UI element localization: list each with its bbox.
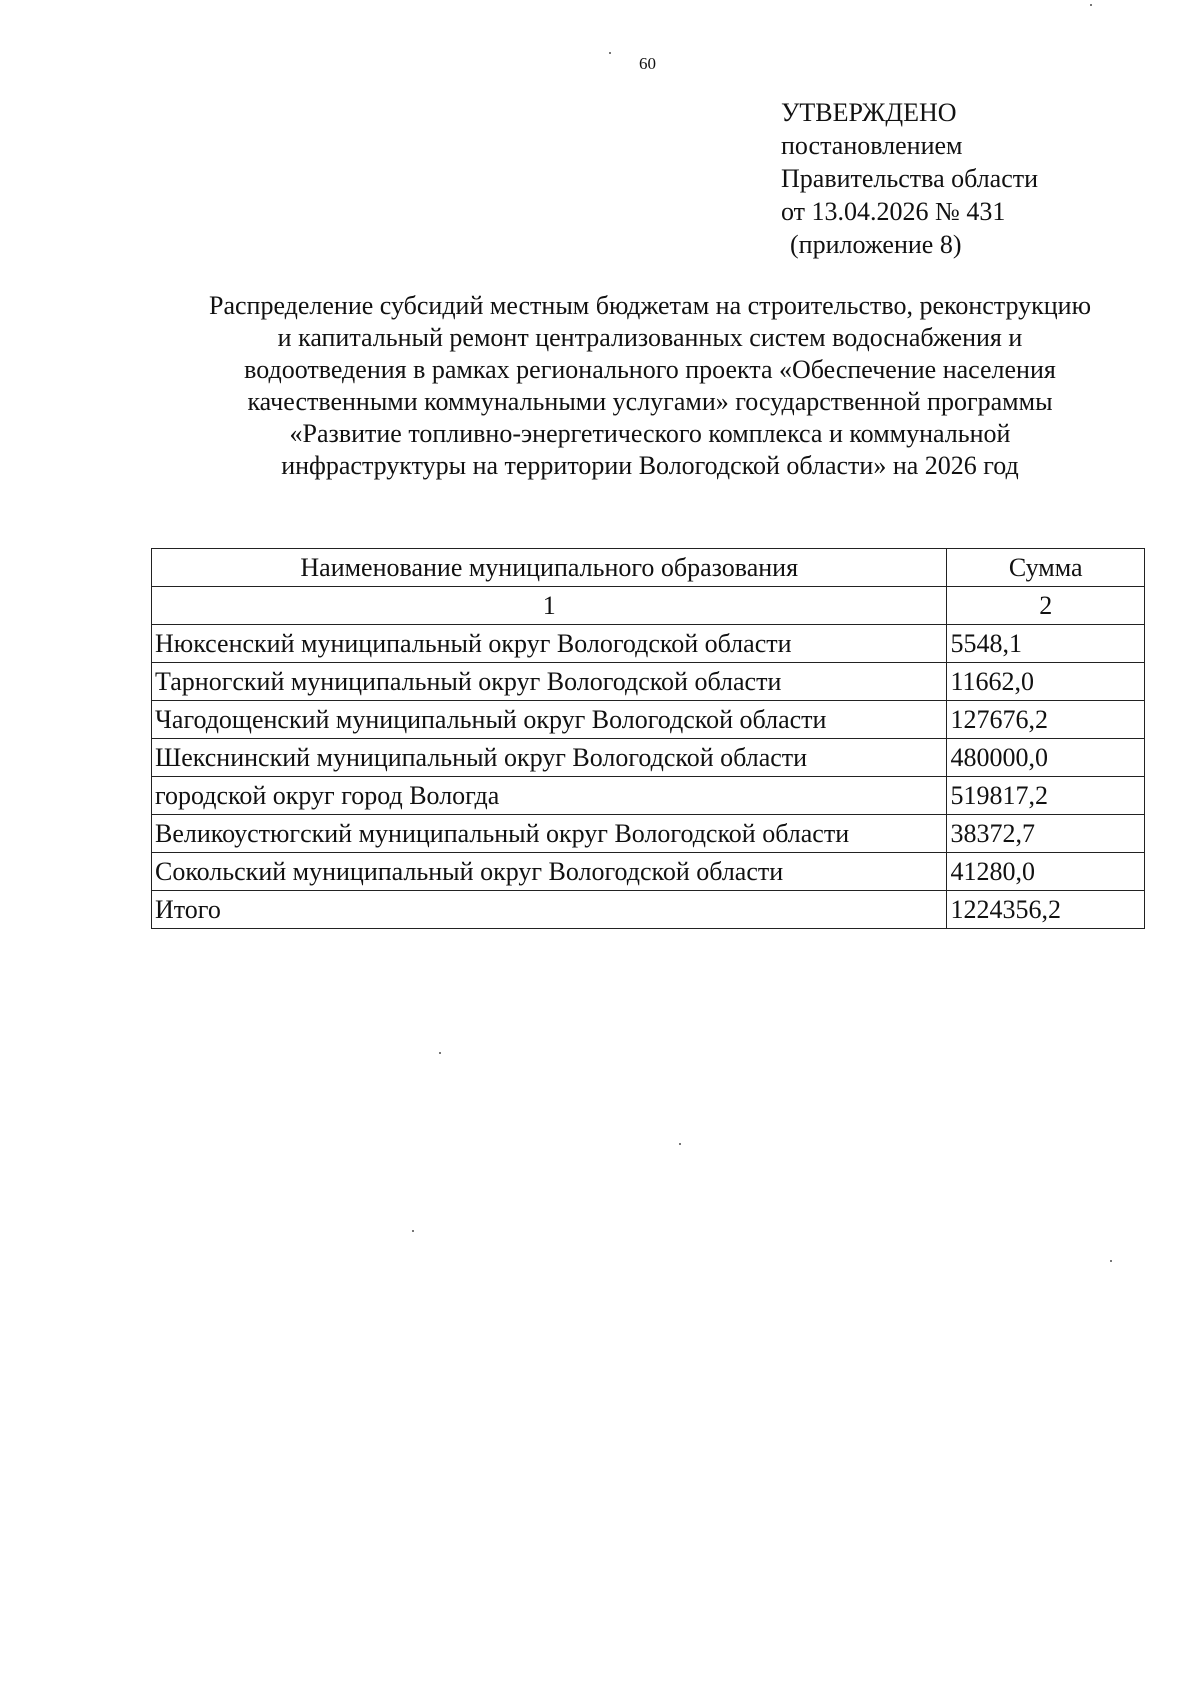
approval-line-4: (приложение 8) [790, 230, 962, 259]
total-row [152, 891, 1145, 929]
scan-speck [1110, 1260, 1112, 1262]
table-row [152, 663, 1145, 701]
approval-line-2: Правительства области [781, 164, 1039, 193]
row-amount: 41280,0 [947, 853, 1145, 891]
header-name: Наименование муниципального образования [152, 549, 947, 587]
table-header-row [152, 549, 1145, 587]
row-amount: 5548,1 [947, 625, 1145, 663]
title-line-1: Распределение субсидий местным бюджетам на строительство, реконструкцию [208, 291, 1092, 320]
row-name: городской округ город Вологда [152, 777, 947, 815]
row-name: Шекснинский муниципальный округ Вологодской области [152, 739, 947, 777]
header-amount: Сумма [947, 549, 1145, 587]
column-number-2: 2 [947, 587, 1145, 625]
approval-line-1: постановлением [781, 131, 963, 160]
document-title [120, 290, 1180, 482]
row-amount: 519817,2 [947, 777, 1145, 815]
title-line-2: и капитальный ремонт централизованных систем водоснабжения и [277, 323, 1023, 352]
column-number-1: 1 [152, 587, 947, 625]
table-row [152, 625, 1145, 663]
subsidy-table [151, 548, 1145, 929]
total-amount: 1224356,2 [947, 891, 1145, 929]
row-amount: 11662,0 [947, 663, 1145, 701]
approval-heading: УТВЕРЖДЕНО [781, 98, 957, 127]
title-line-5: «Развитие топливно-энергетического комплекса и коммунальной [289, 419, 1011, 448]
scan-speck [412, 1230, 414, 1232]
row-name: Чагодощенский муниципальный округ Вологодской области [152, 701, 947, 739]
scan-speck [679, 1143, 681, 1145]
scan-speck [609, 52, 611, 54]
total-label: Итого [152, 891, 947, 929]
title-line-3: водоотведения в рамках регионального проекта «Обеспечение населения [244, 355, 1056, 384]
approval-line-3: от 13.04.2026 № 431 [781, 197, 1006, 226]
table-row [152, 701, 1145, 739]
table-row [152, 853, 1145, 891]
scan-speck [439, 1052, 441, 1054]
row-name: Тарногский муниципальный округ Вологодской области [152, 663, 947, 701]
table-row [152, 777, 1145, 815]
table-row [152, 739, 1145, 777]
row-amount: 127676,2 [947, 701, 1145, 739]
scan-speck [1090, 4, 1092, 6]
title-line-6: инфраструктуры на территории Вологодской области» на 2026 год [281, 451, 1019, 480]
approval-block [781, 96, 1038, 261]
page-number: 60 [639, 54, 656, 73]
title-line-4: качественными коммунальными услугами» государственной программы [247, 387, 1053, 416]
column-number-row [152, 587, 1145, 625]
row-name: Нюксенский муниципальный округ Вологодской области [152, 625, 947, 663]
row-amount: 38372,7 [947, 815, 1145, 853]
row-name: Великоустюгский муниципальный округ Вологодской области [152, 815, 947, 853]
row-amount: 480000,0 [947, 739, 1145, 777]
row-name: Сокольский муниципальный округ Вологодской области [152, 853, 947, 891]
table-row [152, 815, 1145, 853]
